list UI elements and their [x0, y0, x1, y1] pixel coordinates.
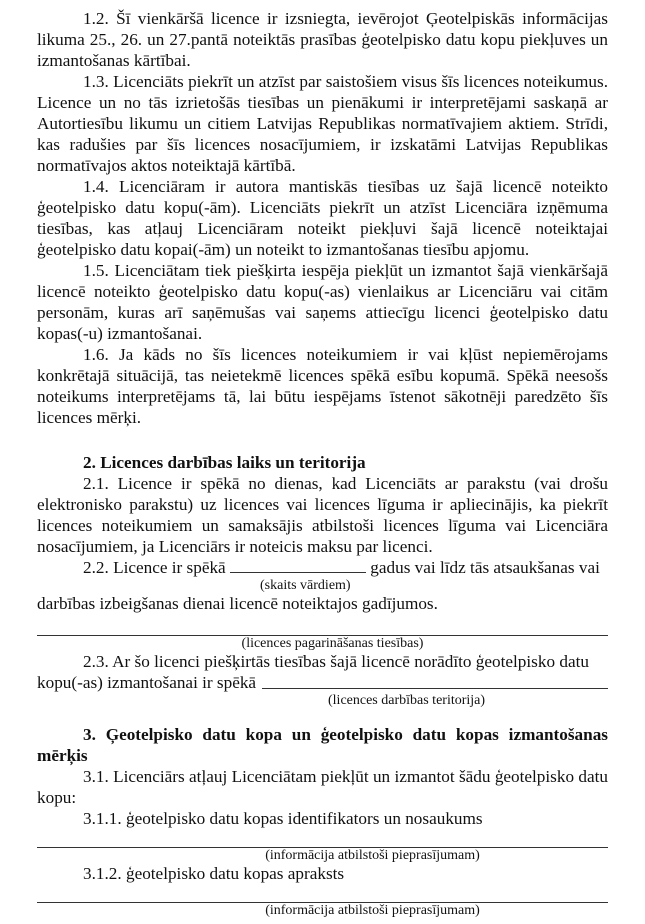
years-field[interactable] — [230, 558, 366, 573]
clause-1-4: 1.4. Licenciāram ir autora mantiskās tiesības uz šajā licencē noteikto ģeotelpisko datu kopu(-ām). Licenciāts piekrīt un atzīst Licenciāra izņēmuma tiesības, kas atļauj Licenciāram noteikt piekļuvi šajā licencē noteiktajai ģeotelpisko datu kopai(-ām) un noteikt to izmantošanas tiesību apjomu. — [37, 177, 608, 259]
clause-1-5: 1.5. Licenciātam tiek piešķirta iespēja piekļūt un izmantot šajā vienkāršajā licencē noteikto ģeotelpisko datu kopu(-as) vienlaikus ar Licenciāru vai citām personām, kuras arī saņēmušas vai saņems attiecīgu licenci ģeotelpisko datu kopas(-u) izmantošanai. — [37, 261, 608, 343]
years-caption: (skaits vārdiem) — [260, 578, 351, 593]
territory-caption: (licences darbības teritorija) — [328, 693, 486, 708]
dataset-id-field[interactable] — [37, 829, 608, 848]
clause-1-6: 1.6. Ja kāds no šīs licences noteikumiem ir vai kļūst nepiemērojams konkrētajā situācijā, tas neietekmē licences spēkā esību kopumā. Spēkā neesošs noteikums interpretējams tā, lai būtu iespējams īstenot sākotnēji paredzēto šīs licences mērķi. — [37, 345, 608, 427]
clause-3-1-1: 3.1.1. ģeotelpisko datu kopas identifikators un nosaukums — [83, 809, 483, 828]
clause-2-2-end: darbības izbeigšanas dienai licencē noteiktajos gadījumos. — [37, 594, 438, 613]
document-page — [37, 8, 608, 918]
clause-2-2-start: 2.2. Licence ir spēkā — [83, 558, 226, 577]
section-3-heading: 3. Ģeotelpisko datu kopa un ģeotelpisko datu kopas izmantošanas mērķis — [37, 725, 608, 765]
dataset-description-field[interactable] — [37, 884, 608, 903]
territory-field[interactable] — [262, 672, 608, 689]
clause-2-2-mid: gadus vai līdz tās atsaukšanas vai — [370, 558, 600, 577]
renewal-field[interactable] — [37, 614, 608, 636]
dataset-id-caption: (informācija atbilstoši pieprasījumam) — [265, 848, 480, 863]
clause-1-2: 1.2. Šī vienkāršā licence ir izsniegta, ievērojot Ģeotelpiskās informācijas likuma 25., 26. un 27.pantā noteiktās prasības ģeotelpisko datu kopu piekļuves un izmantošanas kārtībai. — [37, 9, 608, 70]
clause-2-3-text: kopu(-as) izmantošanai ir spēkā — [37, 673, 257, 692]
clause-2-1: 2.1. Licence ir spēkā no dienas, kad Licenciāts ar parakstu (vai drošu elektronisko parakstu) uz licences vai licences līguma ir apliecinājis, ka piekrīt licences noteikumiem un samaksājis atbilstoši licences līguma vai Licenciāra nosacījumiem, ja Licenciārs ir noteicis maksu par licenci. — [37, 474, 608, 556]
clause-3-1: 3.1. Licenciārs atļauj Licenciātam piekļūt un izmantot šādu ģeotelpisko datu kopu: — [37, 767, 608, 807]
clause-3-1-2: 3.1.2. ģeotelpisko datu kopas apraksts — [83, 864, 345, 883]
renewal-caption: (licences pagarināšanas tiesības) — [241, 636, 424, 651]
clause-1-3: 1.3. Licenciāts piekrīt un atzīst par saistošiem visus šīs licences noteikumus. Licence un no tās izrietošās tiesības un pienākumi ir interpretējami saskaņā ar Autortiesību likumu un citiem Latvijas Republikas normatīvajiem aktiem. Strīdi, kas radušies par šīs licences nosacījumiem, ir izskatāmi Latvijas Republikas normatīvajos aktos noteiktajā kārtībā. — [37, 72, 608, 175]
clause-2-2 — [37, 557, 608, 578]
clause-2-3-line2 — [37, 672, 608, 693]
section-2-heading: 2. Licences darbības laiks un teritorija — [83, 453, 366, 472]
dataset-description-caption: (informācija atbilstoši pieprasījumam) — [265, 903, 480, 918]
clause-2-3-line1: 2.3. Ar šo licenci piešķirtās tiesības šajā licencē norādīto ģeotelpisko datu — [83, 652, 589, 671]
